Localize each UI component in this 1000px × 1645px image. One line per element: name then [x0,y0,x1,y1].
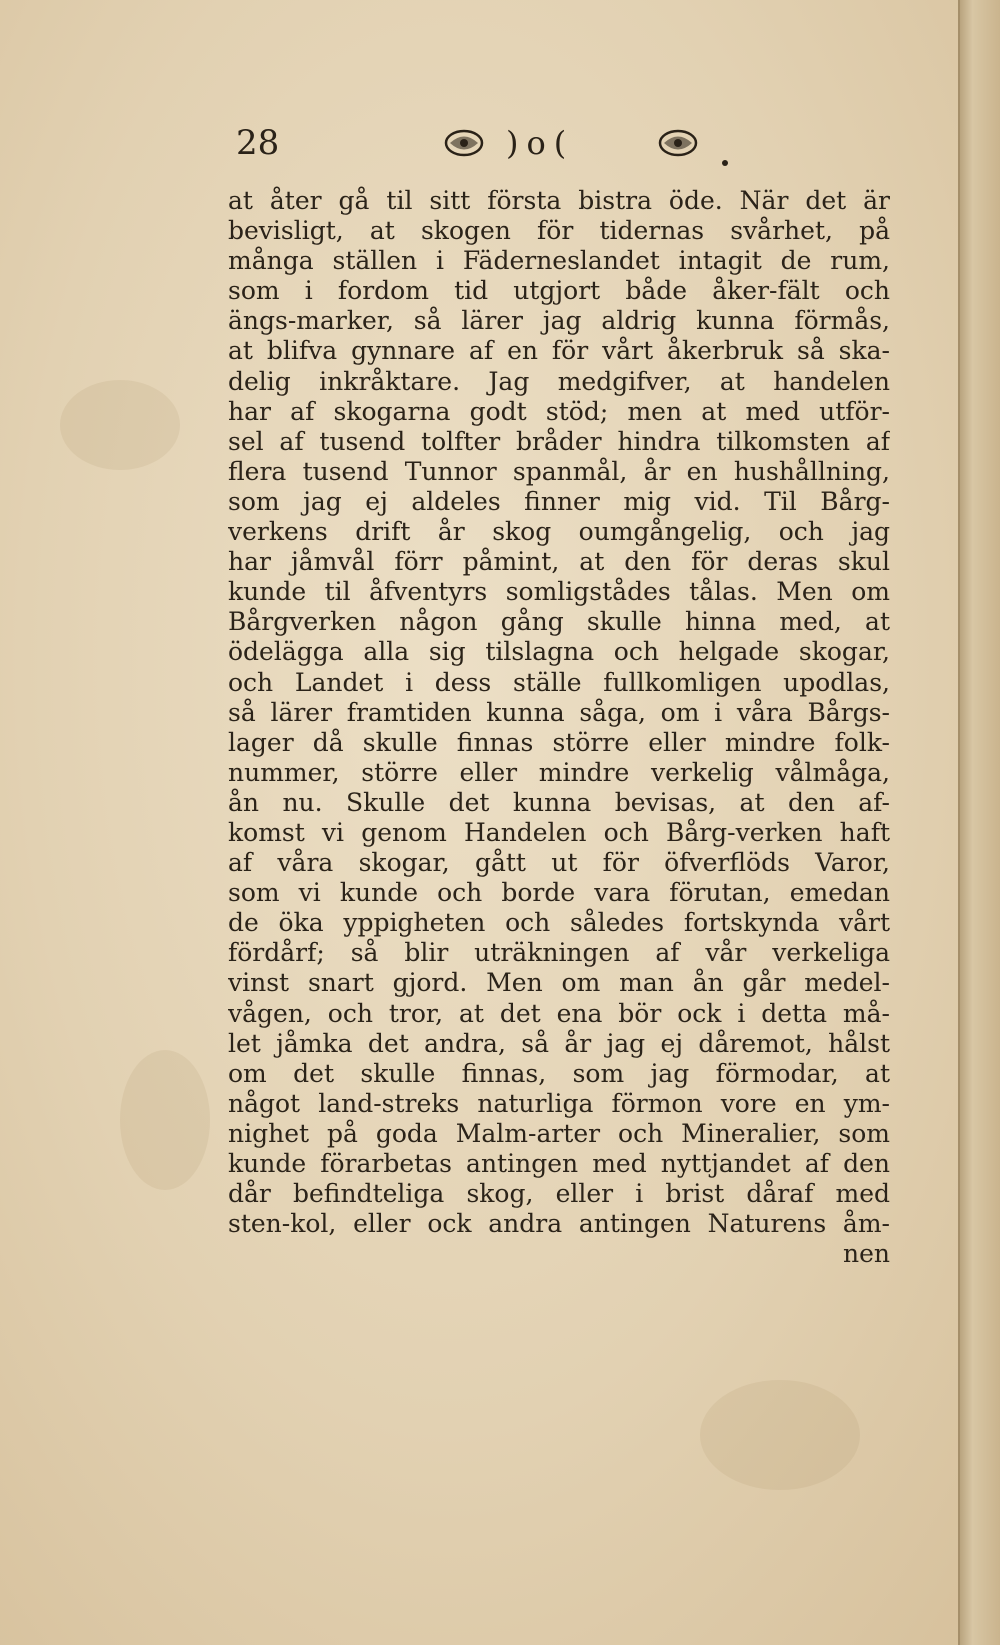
text-line: fördårf; så blir uträkningen af vår verkeliga [228,938,890,968]
text-line: som i fordom tid utgjort både åker-fält och [228,276,890,306]
text-line: at åter gå til sitt första bistra öde. När det är [228,186,890,215]
text-line: något land-streks naturliga förmon vore en ym- [228,1088,890,1118]
floral-ornament-icon [442,126,486,160]
paper-stain [120,1050,210,1190]
paper-stain [700,1380,860,1490]
text-line: kunde förarbetas antingen med nyttjandet af den [228,1149,890,1178]
text-line: nummer, större eller mindre verkelig vålmåga, [228,757,890,787]
text-line: komst vi genom Handelen och Bårg-verken haft [228,817,890,847]
text-line: lager då skulle finnas större eller mindre folk- [228,727,890,757]
text-line: bevisligt, at skogen för tidernas svårhet, på [228,216,890,246]
text-line: har af skogarna godt stöd; men at med utför- [228,396,890,426]
text-line: som jag ej aldeles finner mig vid. Til Bårg- [228,486,890,516]
text-line: delig inkråktare. Jag medgifver, at handelen [228,366,890,396]
text-line: de öka yppigheten och således fortskynda vårt [228,908,890,938]
text-line: flera tusend Tunnor spanmål, år en hushållning, [228,456,890,486]
paper-stain [60,380,180,470]
text-line: let jåmka det andra, så år jag ej dåremot, hålst [228,1028,890,1058]
text-line: många ställen i Fäderneslandet intagit de rum, [228,246,890,276]
text-line: sten-kol, eller ock andra antingen Naturens åm- [228,1209,890,1239]
header-dot [722,160,728,166]
text-line: ån nu. Skulle det kunna bevisas, at den af- [228,787,890,817]
text-line: så lärer framtiden kunna såga, om i våra Bårgs- [228,697,890,727]
text-line: som vi kunde och borde vara förutan, emedan [228,878,890,908]
page-number: 28 [236,123,280,163]
book-gutter [958,0,1000,1645]
text-line: ängs-marker, så lärer jag aldrig kunna förmås, [228,306,890,336]
text-line: Bårgverken någon gång skulle hinna med, at [228,607,890,637]
text-line: ödelägga alla sig tilslagna och helgade skogar, [228,637,890,667]
text-line: och Landet i dess ställe fullkomligen upodlas, [228,667,890,697]
text-line: kunde til åfventyrs somligstådes tålas. Men om [228,577,890,607]
text-line: at blifva gynnare af en för vårt åkerbruk så ska- [228,336,890,366]
text-line: vinst snart gjord. Men om man ån går medel- [228,968,890,998]
text-line: dår befindteliga skog, eller i brist dåraf med [228,1179,890,1209]
text-line: verkens drift år skog oumgångelig, och jag [228,517,890,547]
floral-ornament-icon [656,126,700,160]
running-header [236,118,736,168]
text-line: har jåmvål förr påmint, at den för deras skul [228,547,890,577]
text-line: vågen, och tror, at det ena bör ock i detta må- [228,998,890,1028]
text-line: om det skulle finnas, som jag förmodar, at [228,1058,890,1088]
text-line: nighet på goda Malm-arter och Mineralier, som [228,1118,890,1148]
header-divider: )o( [506,124,575,162]
body-text [228,186,890,1269]
catchword: nen [843,1239,890,1269]
text-line: sel af tusend tolfter bråder hindra tilkomsten af [228,426,890,456]
text-line: af våra skogar, gått ut för öfverflöds Varor, [228,848,890,878]
